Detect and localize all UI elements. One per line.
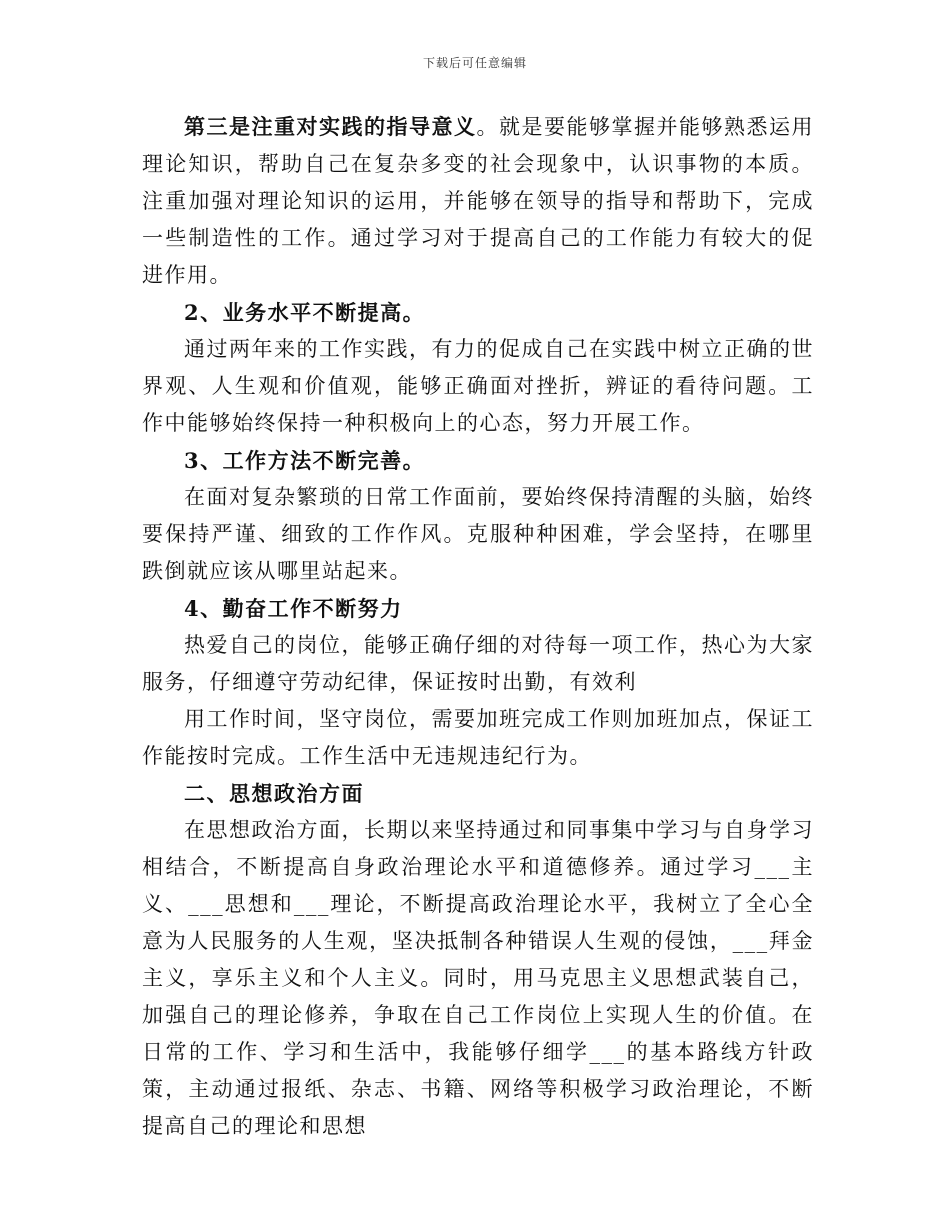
heading-work-method: 3、工作方法不断完善。 — [184, 448, 426, 473]
paragraph-business-level: 通过两年来的工作实践，有力的促成自己在实践中树立正确的世界观、人生观和价值观，能够正确面对挫折，辨证的看待问题。工作中能够始终保持一种积极向上的心态，努力开展工作。 — [142, 337, 814, 435]
paragraph-diligent-work: 热爱自己的岗位，能够正确仔细的对待每一项工作，热心为大家服务，仔细遵守劳动纪律，保证按时出勤，有效利 — [142, 633, 814, 694]
heading-political-thought: 二、思想政治方面 — [184, 781, 364, 806]
heading-business-level: 2、业务水平不断提高。 — [184, 300, 426, 325]
paragraph-work-method: 在面对复杂繁琐的日常工作面前，要始终保持清醒的头脑，始终要保持严谨、细致的工作作风。克服种种困难，学会坚持，在哪里跌倒就应该从哪里站起来。 — [142, 485, 814, 583]
paragraph-work-time: 用工作时间，坚守岗位，需要加班完成工作则加班加点，保证工作能按时完成。工作生活中无违规违纪行为。 — [142, 707, 814, 768]
paragraph-text: 。就是要能够掌握并能够熟悉运用理论知识，帮助自己在复杂多变的社会现象中，认识事物的本质。注重加强对理论知识的运用，并能够在领导的指导和帮助下，完成一些制造性的工作。通过学习对于提高自己的工作能力有较大的促进作用。 — [142, 115, 814, 287]
paragraph-lead-bold: 第三是注重对实践的指导意义 — [184, 114, 477, 139]
document-body — [142, 108, 814, 1145]
paragraph-practice-guidance — [142, 108, 814, 294]
heading-diligent-work: 4、勤奋工作不断努力 — [184, 596, 403, 621]
paragraph-political-thought: 在思想政治方面，长期以来坚持通过和同事集中学习与自身学习相结合，不断提高自身政治理论水平和道德修养。通过学习___主义、___思想和___理论，不断提高政治理论水平，我树立了全心全意为人民服务的人生观，坚决抵制各种错误人生观的侵蚀，___拜金主义，享乐主义和个人主义。同时，用马克思主义思想武装自己，加强自己的理论修养，争取在自己工作岗位上实现人生的价值。在日常的工作、学习和生活中，我能够仔细学___的基本路线方针政策，主动通过报纸、杂志、书籍、网络等积极学习政治理论，不断提高自己的理论和思想 — [142, 818, 814, 1138]
page-header-note: 下载后可任意编辑 — [422, 56, 527, 70]
